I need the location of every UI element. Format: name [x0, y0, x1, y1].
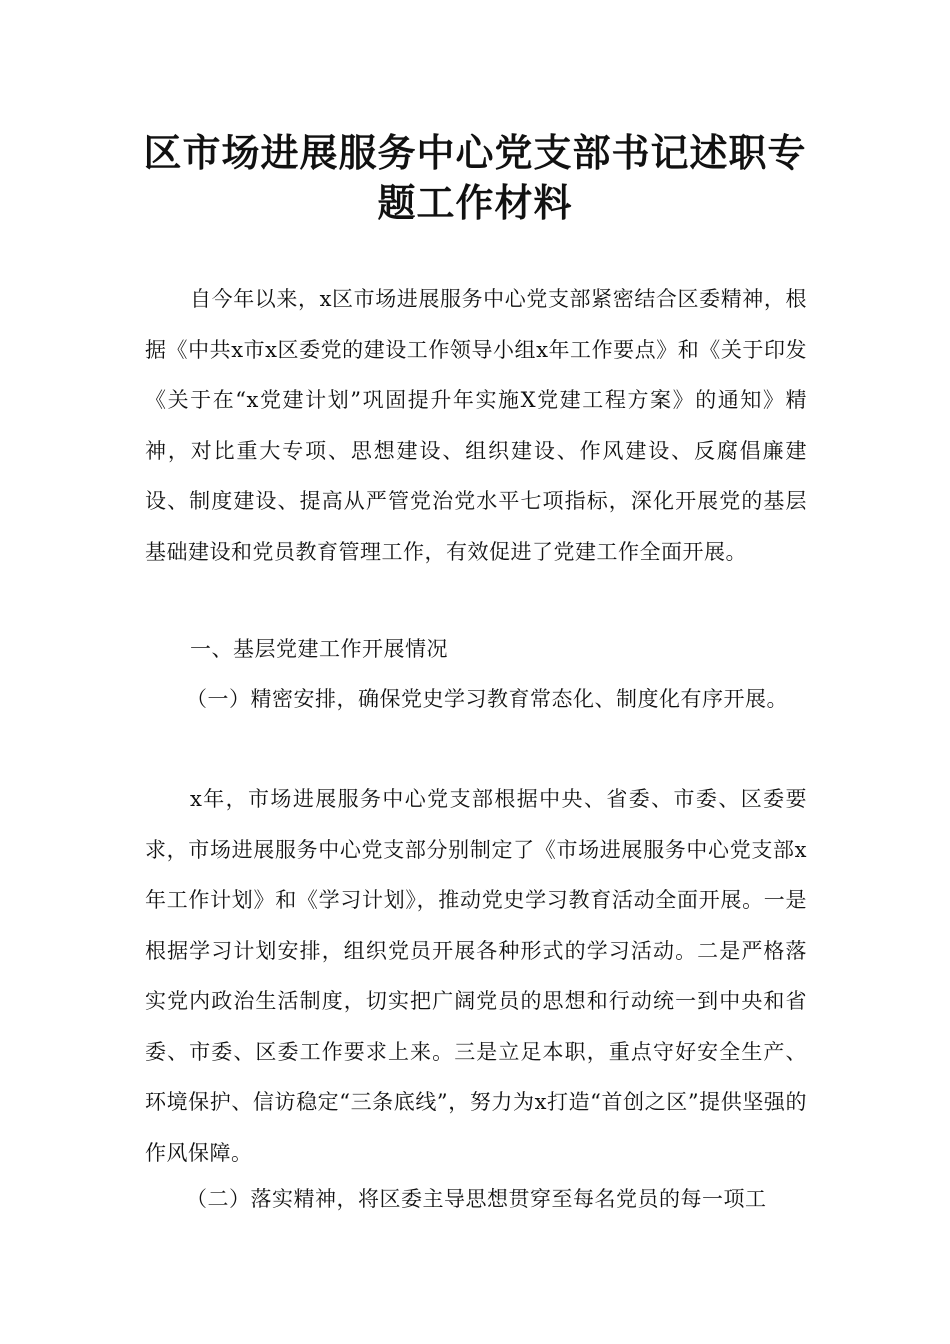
title-line-1: 区市场进展服务中心党支部书记述职专: [143, 131, 807, 175]
document-title: [120, 128, 830, 228]
subsection-heading-2: （二）落实精神，将区委主导思想贯穿至每名党员的每一项工: [186, 1187, 767, 1211]
title-line-2: 题工作材料: [377, 181, 573, 225]
subsection-heading-1: （一）精密安排，确保党史学习教育常态化、制度化有序开展。: [186, 687, 788, 711]
section-heading-1: 一、基层党建工作开展情况: [190, 637, 448, 661]
intro-paragraph: 自今年以来，x区市场进展服务中心党支部紧密结合区委精神，根据《中共x市x区委党的建设工作领导小组x年工作要点》和《关于印发《关于在“x党建计划”巩固提升年实施X党建工程方案》的通知》精神，对比重大专项、思想建设、组织建设、作风建设、反腐倡廉建设、制度建设、提高从严管党治党水平七项指标，深化开展党的基层基础建设和党员教育管理工作，有效促进了党建工作全面开展。: [145, 287, 807, 564]
body-paragraph-2: x年，市场进展服务中心党支部根据中央、省委、市委、区委要求，市场进展服务中心党支部分别制定了《市场进展服务中心党支部x年工作计划》和《学习计划》，推动党史学习教育活动全面开展。一是根据学习计划安排，组织党员开展各种形式的学习活动。二是严格落实党内政治生活制度，切实把广阔党员的思想和行动统一到中央和省委、市委、区委工作要求上来。三是立足本职，重点守好安全生产、环境保护、信访稳定“三条底线”，努力为x打造“首创之区”提供坚强的作风保障。: [145, 787, 807, 1165]
